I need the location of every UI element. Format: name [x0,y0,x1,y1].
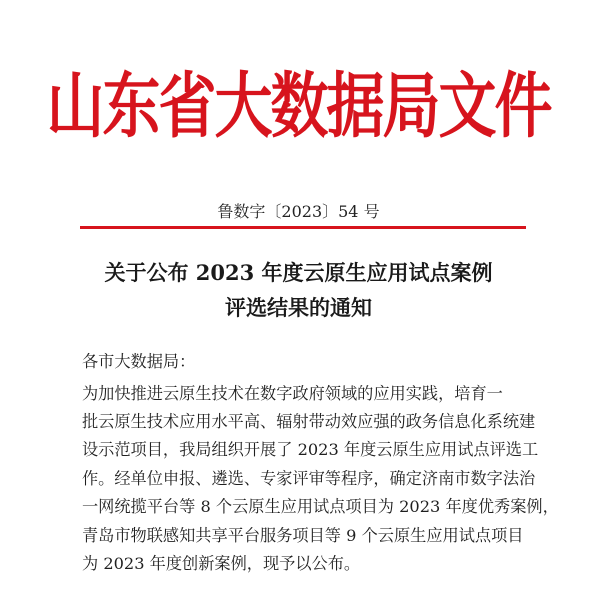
paragraph-line: 批云原生技术应用水平高、辐射带动效应强的政务信息化系统建 [82,412,536,431]
salutation: 各市大数据局： [82,352,196,371]
paragraph-line: 为 2023 年度创新案例，现予以公布。 [82,554,361,573]
masthead-title: 山东省大数据局文件 [46,64,551,148]
red-separator-line [80,226,526,229]
notice-title-line-2: 评选结果的通知 [225,295,372,320]
document-number: 鲁数字〔2023〕54 号 [217,202,380,221]
paragraph-line: 青岛市物联感知共享平台服务项目等 9 个云原生应用试点项目 [82,526,524,545]
notice-title-line-1: 关于公布 2023 年度云原生应用试点案例 [104,260,493,285]
paragraph-line: 作。经单位申报、遴选、专家评审等程序，确定济南市数字法治 [82,469,536,488]
paragraph-line: 一网统揽平台等 8 个云原生应用试点项目为 2023 年度优秀案例， [82,497,559,516]
paragraph-line: 为加快推进云原生技术在数字政府领域的应用实践，培育一 [82,384,503,403]
paragraph-line: 设示范项目，我局组织开展了 2023 年度云原生应用试点评选工 [82,440,539,459]
